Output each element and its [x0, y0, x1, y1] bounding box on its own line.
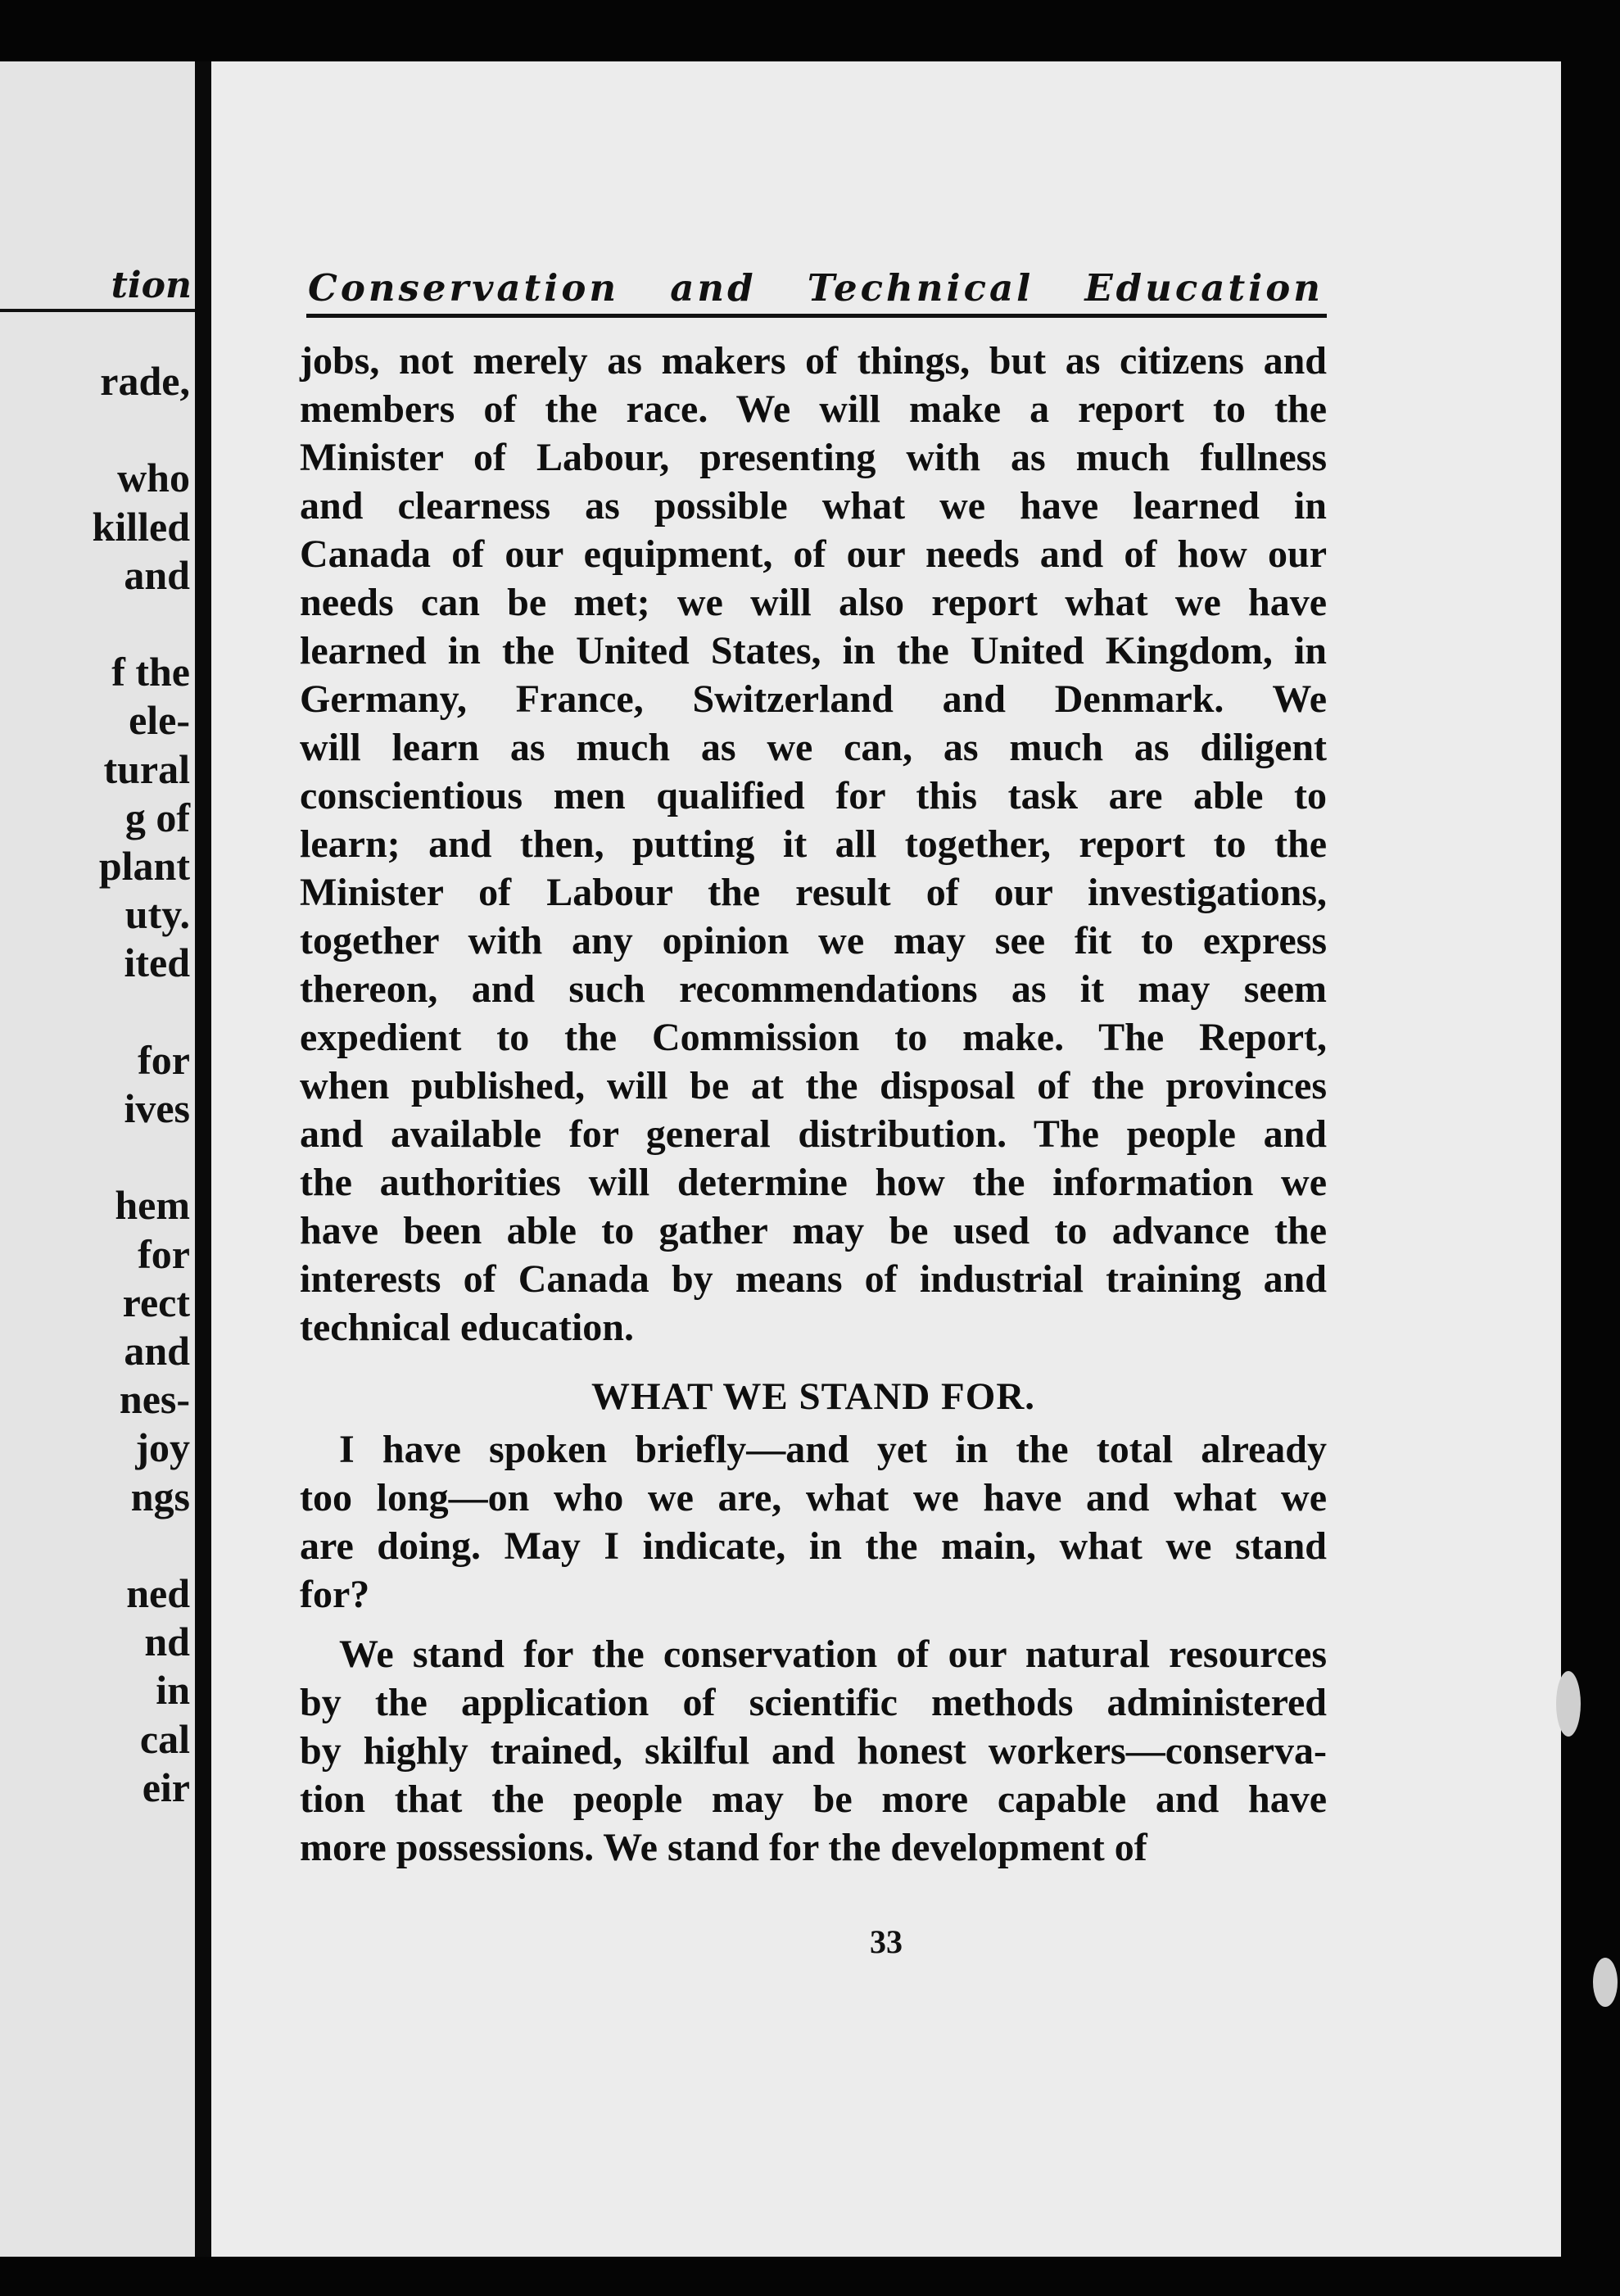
text-line: for?: [300, 1573, 370, 1616]
text-line: will learn as much as we can, as much as diligent: [300, 726, 1327, 769]
text-line: by the application of scientific methods administered: [300, 1681, 1327, 1724]
previous-page-line-fragment: rect: [122, 1279, 190, 1325]
previous-page-line-fragment: for: [138, 1036, 190, 1083]
text-line: and available for general distribution. The people and: [300, 1112, 1327, 1156]
running-head-rule: [306, 314, 1327, 318]
paragraph-conservation: [300, 1630, 1327, 1872]
text-line: by highly trained, skilful and honest workers—conserva-: [300, 1729, 1327, 1773]
previous-page-fragment: [0, 61, 195, 2257]
previous-page-head-rule: [0, 309, 195, 312]
text-line: together with any opinion we may see fit to express: [300, 919, 1327, 962]
previous-page-line-fragment: plant: [98, 843, 190, 889]
text-line: are doing. May I indicate, in the main, what we stand: [300, 1524, 1327, 1568]
text-line: needs can be met; we will also report what we have: [300, 581, 1327, 624]
text-line: have been able to gather may be used to advance the: [300, 1209, 1327, 1252]
text-line: expedient to the Commission to make. The Report,: [300, 1016, 1327, 1059]
previous-page-line-fragment: eir: [142, 1764, 190, 1810]
previous-page-line-fragment: f the: [111, 649, 190, 695]
text-line: Minister of Labour, presenting with as much fullness: [300, 436, 1327, 479]
previous-page-line-fragment: joy: [135, 1424, 190, 1471]
text-line: members of the race. We will make a report to the: [300, 387, 1327, 431]
text-line: learn; and then, putting it all together, report to the: [300, 822, 1327, 866]
text-line: the authorities will determine how the information we: [300, 1161, 1327, 1204]
previous-page-line-fragment: ives: [124, 1085, 190, 1131]
previous-page-line-fragment: hem: [115, 1182, 190, 1229]
text-line: Canada of our equipment, of our needs and of how our: [300, 532, 1327, 576]
previous-page-line-fragment: ited: [124, 940, 190, 986]
text-line: I have spoken briefly—and yet in the total already: [339, 1428, 1327, 1471]
text-line: more possessions. We stand for the development of: [300, 1826, 1147, 1869]
text-line: technical education.: [300, 1306, 634, 1349]
previous-page-line-fragment: and: [124, 551, 190, 598]
previous-page-line-fragment: g of: [124, 794, 190, 840]
previous-page-line-fragment: in: [156, 1667, 190, 1714]
page: [211, 61, 1561, 2257]
text-line: conscientious men qualified for this task are able to: [300, 774, 1327, 817]
text-line: Minister of Labour the result of our investigations,: [300, 871, 1327, 914]
paragraph-what-we-stand-for-intro: [300, 1425, 1327, 1619]
text-line: thereon, and such recommendations as it may seem: [300, 967, 1327, 1011]
previous-page-line-fragment: who: [117, 455, 190, 501]
text-line: We stand for the conservation of our natural resources: [339, 1633, 1327, 1676]
page-body: [300, 337, 1327, 1872]
previous-page-line-fragment: nd: [144, 1619, 190, 1665]
paragraph-continued: [300, 337, 1327, 1352]
previous-page-line-fragment: ned: [126, 1570, 190, 1616]
text-line: learned in the United States, in the United Kingdom, in: [300, 629, 1327, 672]
previous-page-line-fragment: cal: [139, 1715, 190, 1762]
text-line: jobs, not merely as makers of things, but as citizens and: [300, 339, 1327, 383]
text-line: Germany, France, Switzerland and Denmark. We: [300, 677, 1327, 721]
previous-page-line-fragment: and: [124, 1328, 190, 1374]
text-line: and clearness as possible what we have learned in: [300, 484, 1327, 528]
previous-page-line-fragment: ele-: [129, 697, 190, 744]
book-gutter: [195, 61, 211, 2257]
scan-blot: [1593, 1958, 1618, 2007]
text-line: too long—on who we are, what we have and what we: [300, 1476, 1327, 1519]
section-heading: WHAT WE STAND FOR.: [591, 1375, 1036, 1418]
previous-page-line-fragment: tural: [103, 745, 190, 792]
text-line: interests of Canada by means of industrial training and: [300, 1257, 1327, 1301]
page-number: 33: [870, 1923, 903, 1960]
scan-blot: [1556, 1671, 1581, 1737]
previous-page-line-fragment: for: [138, 1230, 190, 1277]
text-line: when published, will be at the disposal of the provinces: [300, 1064, 1327, 1107]
previous-page-line-fragment: uty.: [124, 891, 190, 938]
previous-page-running-head: tion: [111, 265, 192, 306]
previous-page-line-fragment: ngs: [130, 1473, 190, 1519]
previous-page-line-fragment: rade,: [100, 358, 190, 404]
previous-page-line-fragment: nes-: [119, 1376, 190, 1423]
running-head: Conservation and Technical Education: [308, 266, 1324, 310]
previous-page-line-fragment: killed: [92, 503, 190, 550]
text-line: tion that the people may be more capable and have: [300, 1777, 1327, 1821]
